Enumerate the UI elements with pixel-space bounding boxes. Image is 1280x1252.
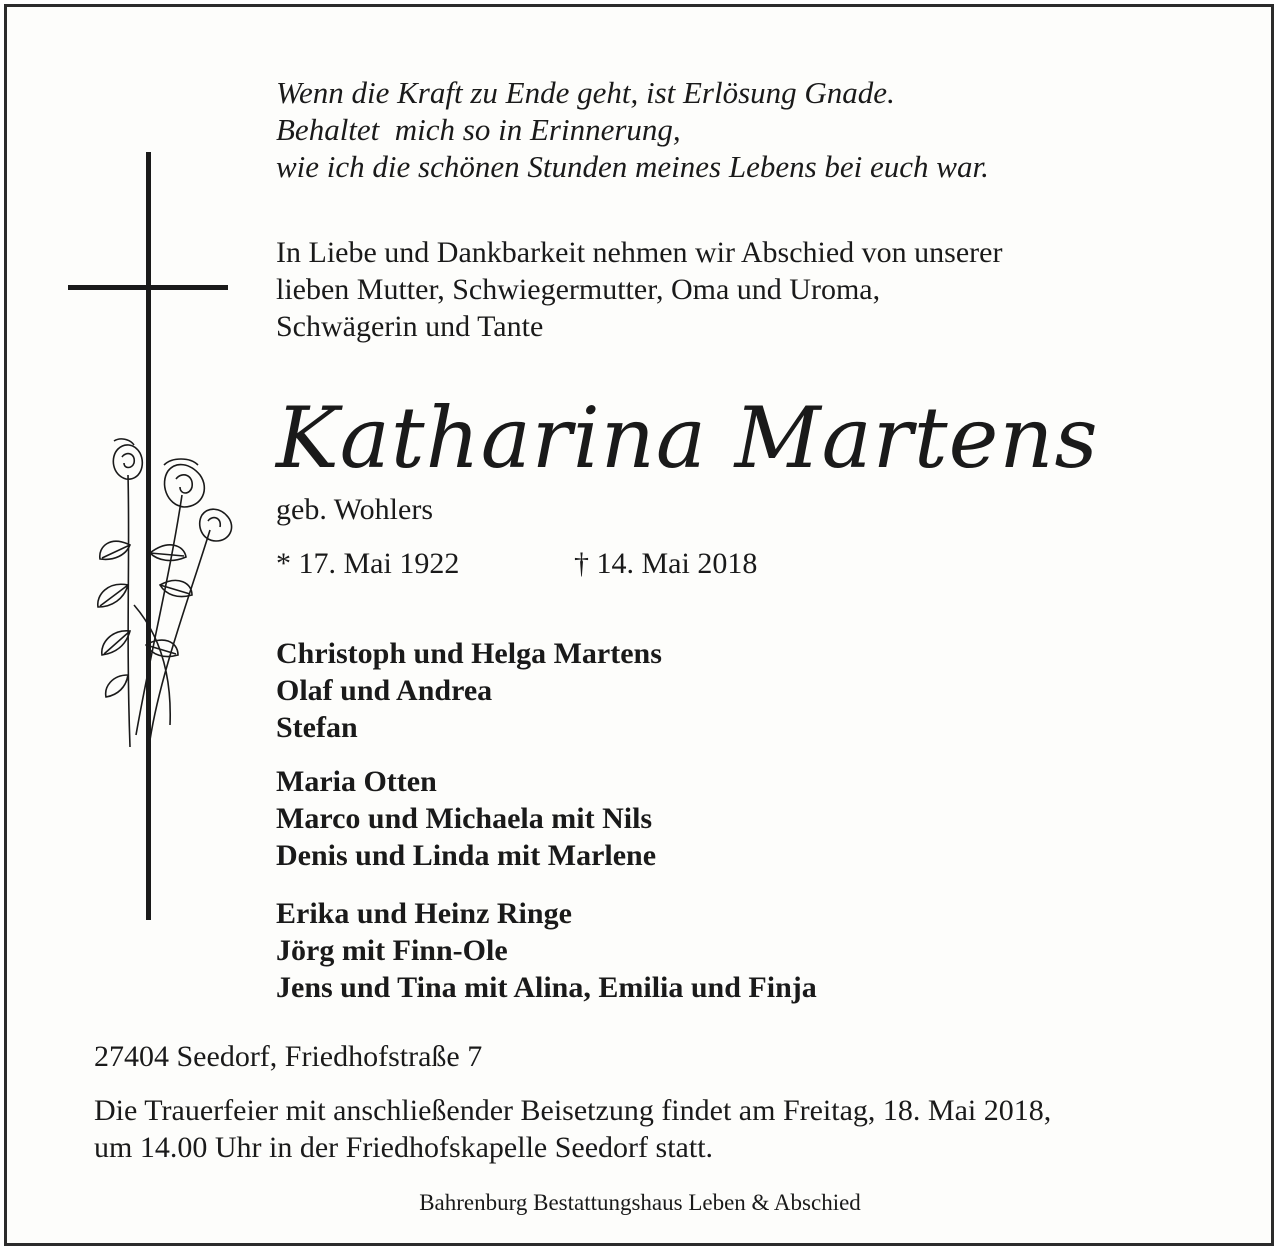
maiden-name: geb. Wohlers: [276, 493, 434, 526]
verse-line: Behaltet mich so in Erinnerung,: [276, 112, 681, 147]
family-member: Maria Otten: [276, 765, 437, 798]
family-member: Marco und Michaela mit Nils: [276, 802, 653, 835]
intro-text: [276, 234, 1002, 345]
intro-line: Schwägerin und Tante: [276, 310, 544, 343]
verse-line: wie ich die schönen Stunden meines Lebens bei euch war.: [276, 149, 989, 184]
family-member: Denis und Linda mit Marlene: [276, 839, 657, 872]
cross-icon-bar: [68, 285, 228, 290]
verse-line: Wenn die Kraft zu Ende geht, ist Erlösung Gnade.: [276, 75, 895, 110]
family-member: Christoph und Helga Martens: [276, 637, 662, 670]
funeral-line: Die Trauerfeier mit anschließender Beisetzung findet am Freitag, 18. Mai 2018,: [94, 1094, 1052, 1127]
family-member: Olaf und Andrea: [276, 674, 493, 707]
family-member: Stefan: [276, 711, 358, 744]
roses-icon: [90, 435, 240, 755]
intro-line: In Liebe und Dankbarkeit nehmen wir Abschied von unserer: [276, 236, 1003, 269]
address: 27404 Seedorf, Friedhofstraße 7: [94, 1040, 483, 1073]
verse: [276, 74, 989, 185]
intro-line: lieben Mutter, Schwiegermutter, Oma und Uroma,: [276, 273, 881, 306]
funeral-info: [94, 1092, 1051, 1166]
family-member: Jörg mit Finn-Ole: [276, 934, 508, 967]
family-member: Jens und Tina mit Alina, Emilia und Finja: [276, 971, 817, 1004]
funeral-line: um 14.00 Uhr in der Friedhofskapelle Seedorf statt.: [94, 1131, 714, 1164]
family-member: Erika und Heinz Ringe: [276, 897, 572, 930]
birth-date: * 17. Mai 1922: [276, 547, 460, 580]
death-date: † 14. Mai 2018: [574, 547, 758, 580]
family-group: [276, 635, 662, 746]
undertaker: Bahrenburg Bestattungshaus Leben & Abschied: [419, 1190, 861, 1215]
family-group: [276, 895, 817, 1006]
deceased-name: Katharina Martens: [276, 389, 1099, 487]
family-group: [276, 763, 656, 874]
